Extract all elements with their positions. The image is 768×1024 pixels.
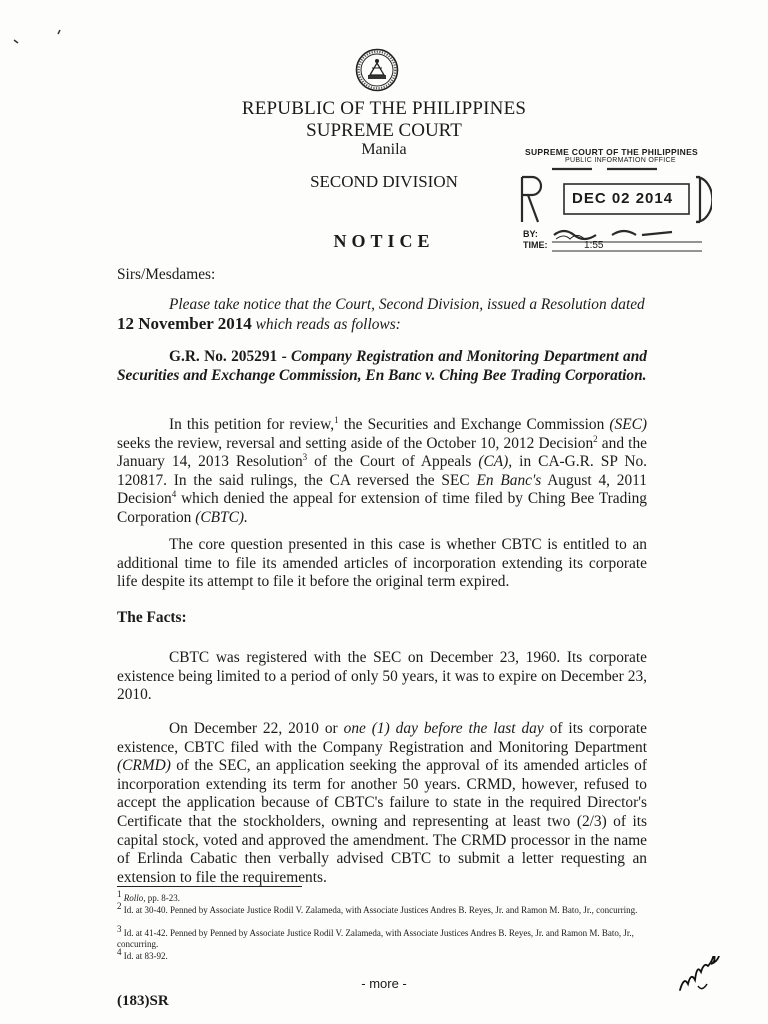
case-number: G.R. No. 205291 - [169, 348, 287, 365]
p1-text: which denied the appeal for extension of time filed by Ching Bee Trading Corporation [117, 490, 647, 526]
intro-paragraph [117, 296, 647, 334]
notice-title: NOTICE [333, 231, 435, 251]
footnote-text: Id. at 83-92. [121, 951, 168, 961]
handwritten-initials-signature [676, 956, 726, 996]
p1-text: in CA-G.R. SP No. 120817. In the said rulings, the CA reversed the SEC [117, 453, 648, 489]
case-title: Company Registration and Monitoring Department and Securities and Exchange Commission, En Banc v. Ching Bee Trading Corporation. [117, 348, 648, 384]
p4-crmd: (CRMD) [117, 757, 171, 775]
p4-text: On December 22, 2010 or [169, 720, 344, 737]
case-caption [117, 348, 647, 385]
resolution-date: 12 November 2014 [117, 313, 252, 333]
court-heading: SUPREME COURT [306, 120, 462, 141]
division-heading: SECOND DIVISION [310, 172, 458, 191]
intro-dated: dated [610, 296, 645, 313]
paragraph-application [117, 720, 647, 887]
footnote-1 [117, 889, 647, 904]
stamp-court-line: SUPREME COURT OF THE PHILIPPINES [525, 147, 699, 157]
footnote-italic: Rollo, [123, 893, 146, 903]
document-code: (183)SR [117, 993, 169, 1009]
footnote-ref-4: 4 [171, 489, 177, 500]
p1-cbtc: (CBTC). [195, 508, 248, 526]
footnote-4 [117, 947, 647, 962]
footnote-num: 2 [117, 901, 122, 911]
p4-text: of the SEC, an application seeking the approval of its amended articles of incorporation extending its term for another 50 years. CRMD, however, refused to accept the application because of CBTC's failure to state in the required Director's Certificate that the stockholders, owning and representing at least two (2/3) of its capital stock, voted and approved the amendment. The CRMD processor in the name of Erlinda Cabatic then verbally advised CBTC to submit a letter requesting an extension to file the requirements. [117, 757, 647, 886]
footnote-num: 3 [117, 924, 122, 934]
p1-text: seeks the review, reversal and setting aside of the October 10, 2012 Decision [117, 434, 594, 452]
footnote-text: pp. 8-23. [145, 893, 180, 903]
footnote-2 [117, 901, 647, 916]
paragraph-core-question: The core question presented in this case is whether CBTC is entitled to an additional time to file its amended articles of incorporation extending its corporate life despite its attempt to file it before the original term expired. [117, 536, 647, 591]
stamp-office-line: PUBLIC INFORMATION OFFICE [565, 157, 676, 164]
footnote-text: Id. at 30-40. Penned by Associate Justice Rodil V. Zalameda, with Associate Justices Andres B. Reyes, Jr. and Ramon M. Bato, Jr., concurring. [121, 905, 638, 915]
p1-text: August 4, 2011 Decision [117, 471, 647, 508]
intro-text-b: which reads as follows: [255, 315, 401, 333]
stamp-time-label [523, 240, 603, 251]
footnote-ref-1: 1 [334, 414, 339, 425]
p1-text: and the January 14, 2013 Resolution [117, 434, 647, 471]
more-indicator: - more - [361, 976, 407, 991]
footnote-3 [117, 924, 647, 949]
stray-marks [0, 0, 80, 60]
footnote-divider [117, 886, 302, 887]
stamp-date: DEC 02 2014 [572, 190, 674, 207]
stamp-by-label: BY: [523, 229, 538, 239]
city-heading: Manila [361, 141, 407, 158]
p4-emphasis: one (1) day before the last day [343, 720, 544, 737]
stamp-time-label-text: TIME: [523, 240, 548, 250]
intro-text-a: Please take notice that the Court, Second Division, issued a Resolution [169, 296, 607, 313]
footnote-num: 1 [117, 889, 122, 899]
paragraph-registration: CBTC was registered with the SEC on December 23, 1960. Its corporate existence being limited to a period of only 50 years, it was to expire on December 23, 2010. [117, 649, 647, 704]
footnote-text: Id. at 41-42. Penned by Penned by Associate Justice Rodil V. Zalameda, with Associate Justices Andres B. Reyes, Jr. and Ramon M. Bato, Jr., concurring. [117, 928, 634, 949]
p1-en-banc: En Banc's [476, 471, 542, 489]
p4-text: of its corporate existence, CBTC filed with the Company Registration and Monitoring Department [117, 720, 648, 756]
footnote-num: 4 [117, 947, 122, 957]
p1-text: In this petition for review, [169, 416, 335, 433]
p1-text: of the Court of Appeals [307, 453, 479, 471]
republic-heading: REPUBLIC OF THE PHILIPPINES [241, 98, 527, 119]
p1-ca: (CA), [478, 453, 513, 471]
p1-text: the Securities and Exchange Commission [338, 416, 610, 433]
p1-sec: (SEC) [609, 416, 647, 433]
salutation: Sirs/Mesdames: [117, 266, 216, 283]
stamp-time-value: 1:55 [584, 240, 604, 251]
footnote-ref-2: 2 [593, 433, 598, 444]
facts-heading: The Facts: [117, 609, 187, 626]
paragraph-petition [117, 416, 647, 528]
footnote-ref-3: 3 [302, 452, 308, 463]
supreme-court-seal-icon [355, 48, 399, 92]
